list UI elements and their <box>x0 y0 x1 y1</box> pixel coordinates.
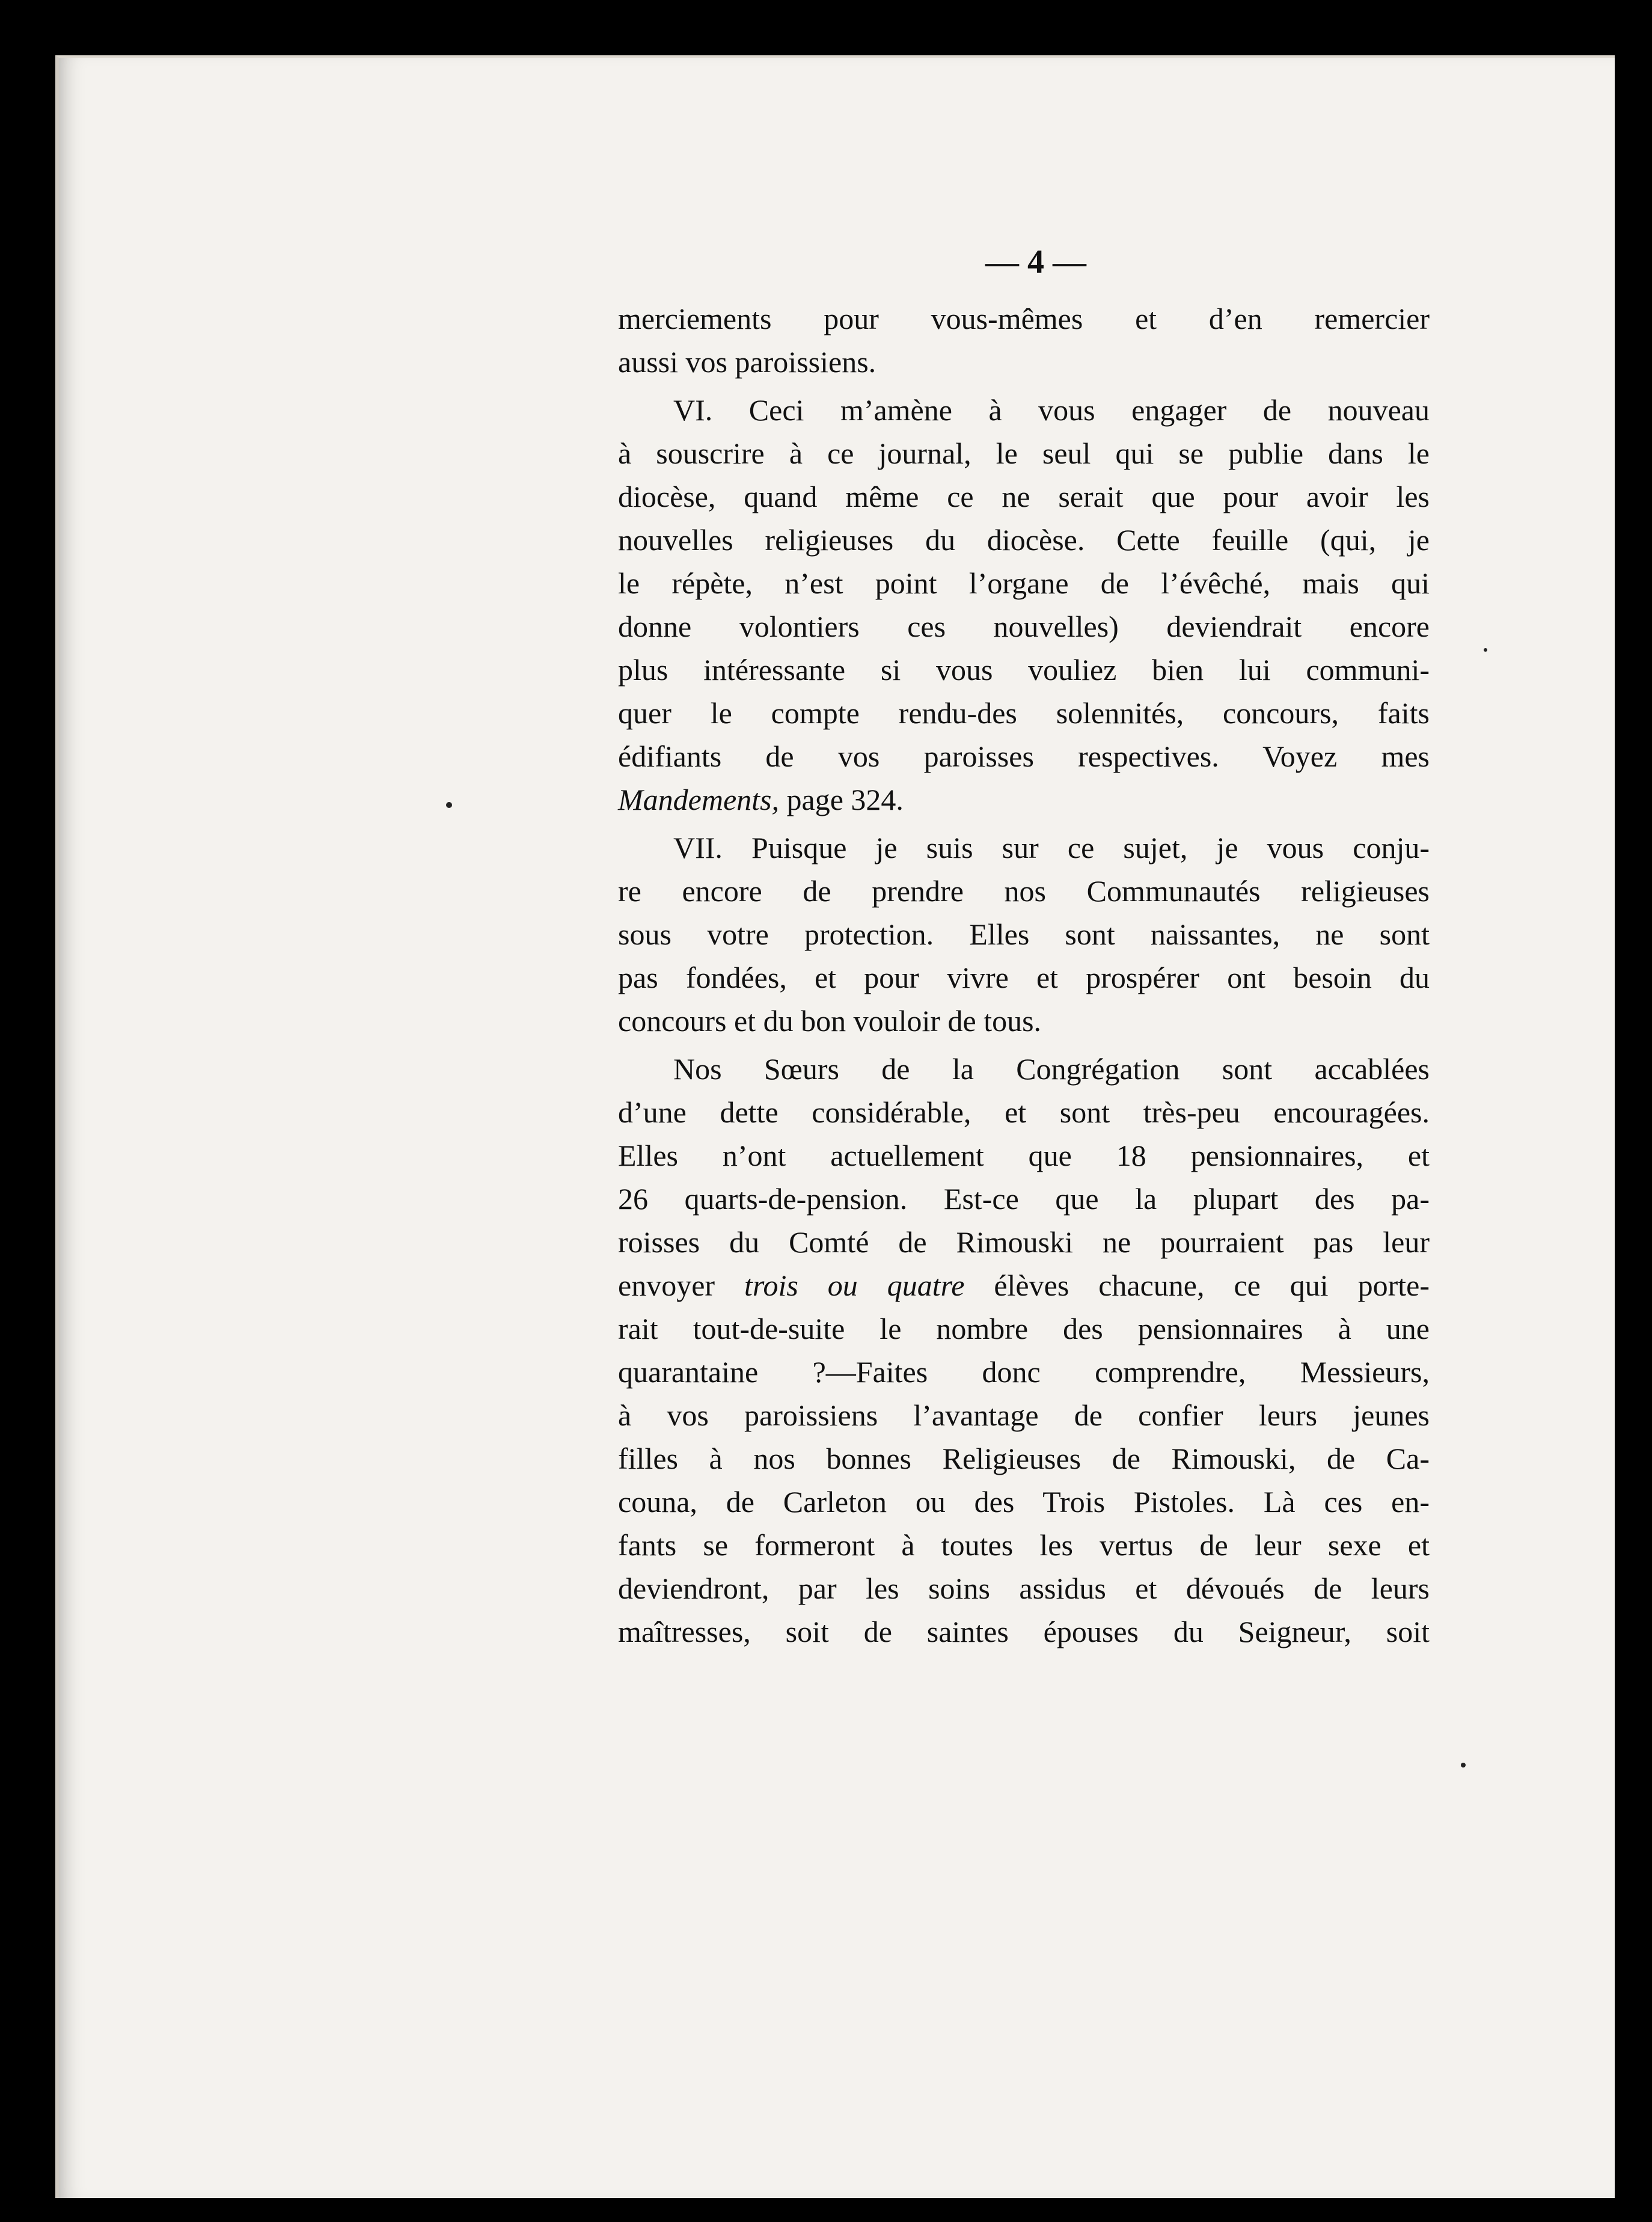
text-fragment: page 324. <box>779 783 904 816</box>
text-line <box>618 1264 1430 1307</box>
text-line: fants se formeront à toutes les vertus de leur sexe et <box>618 1528 1430 1562</box>
paragraph-vi <box>618 388 1430 821</box>
text-line: sous votre protection. Elles sont naissantes, ne sont <box>618 917 1430 951</box>
text-line: d’une dette considérable, et sont très-peu encouragées. <box>618 1095 1430 1129</box>
paragraph-vii <box>618 826 1430 1042</box>
text-line: aussi vos paroissiens. <box>618 345 876 379</box>
text-line: 26 quarts-de-pension. Est-ce que la plupart des pa- <box>618 1182 1430 1216</box>
text-line: couna, de Carleton ou des Trois Pistoles. Là ces en- <box>618 1485 1430 1519</box>
text-line: pas fondées, et pour vivre et prospérer ont besoin du <box>618 961 1430 994</box>
text-line: à vos paroissiens l’avantage de confier leurs jeunes <box>618 1398 1430 1432</box>
dust-speck <box>1484 648 1487 652</box>
text-line: édifiants de vos paroisses respectives. Voyez mes <box>618 739 1430 773</box>
paragraph-continuation <box>618 297 1430 384</box>
text-line: deviendront, par les soins assidus et dévoués de leurs <box>618 1572 1430 1605</box>
text-line: VII. Puisque je suis sur ce sujet, je vous conju- <box>673 831 1430 865</box>
text-fragment: envoyer <box>618 1269 744 1302</box>
text-line: rait tout-de-suite le nombre des pensionnaires à une <box>618 1312 1430 1345</box>
scan-border-bottom <box>0 2196 1652 2222</box>
italic-emphasis: trois ou quatre <box>744 1269 965 1302</box>
dust-speck <box>446 802 452 808</box>
text-line: diocèse, quand même ce ne serait que pour avoir les <box>618 480 1430 513</box>
text-line: roisses du Comté de Rimouski ne pourraient pas leur <box>618 1225 1430 1259</box>
scan-border-right <box>1634 0 1652 2222</box>
text-line: re encore de prendre nos Communautés religieuses <box>618 874 1430 908</box>
text-line: filles à nos bonnes Religieuses de Rimouski, de Ca- <box>618 1442 1430 1475</box>
text-line: plus intéressante si vous vouliez bien lui communi- <box>618 653 1430 687</box>
text-line: nouvelles religieuses du diocèse. Cette feuille (qui, je <box>618 523 1430 557</box>
text-line: VI. Ceci m’amène à vous engager de nouveau <box>673 393 1430 427</box>
dust-speck <box>1461 1763 1466 1768</box>
text-line: quarantaine ?—Faites donc comprendre, Messieurs, <box>618 1355 1430 1389</box>
text-fragment: élèves chacune, ce qui porte- <box>964 1269 1430 1302</box>
italic-title: Mandements, <box>618 783 779 816</box>
text-line: Elles n’ont actuellement que 18 pensionnaires, et <box>618 1139 1430 1172</box>
paragraph-soeurs <box>618 1047 1430 1653</box>
scan-border-left <box>0 0 18 2222</box>
text-line: maîtresses, soit de saintes épouses du Seigneur, soit <box>618 1615 1430 1648</box>
text-line: merciements pour vous-mêmes et d’en remercier <box>618 302 1430 335</box>
scan-border-top <box>0 0 1652 26</box>
page-number: — 4 — <box>985 243 1086 281</box>
text-line <box>618 778 1430 821</box>
document-text <box>618 240 1430 1656</box>
text-line: Nos Sœurs de la Congrégation sont accablées <box>673 1052 1430 1086</box>
text-line: donne volontiers ces nouvelles) deviendrait encore <box>618 610 1430 643</box>
text-line: le répète, n’est point l’organe de l’évêché, mais qui <box>618 566 1430 600</box>
text-line: concours et du bon vouloir de tous. <box>618 1004 1042 1038</box>
text-line: quer le compte rendu-des solennités, concours, faits <box>618 696 1430 730</box>
text-line: à souscrire à ce journal, le seul qui se publie dans le <box>618 436 1430 470</box>
